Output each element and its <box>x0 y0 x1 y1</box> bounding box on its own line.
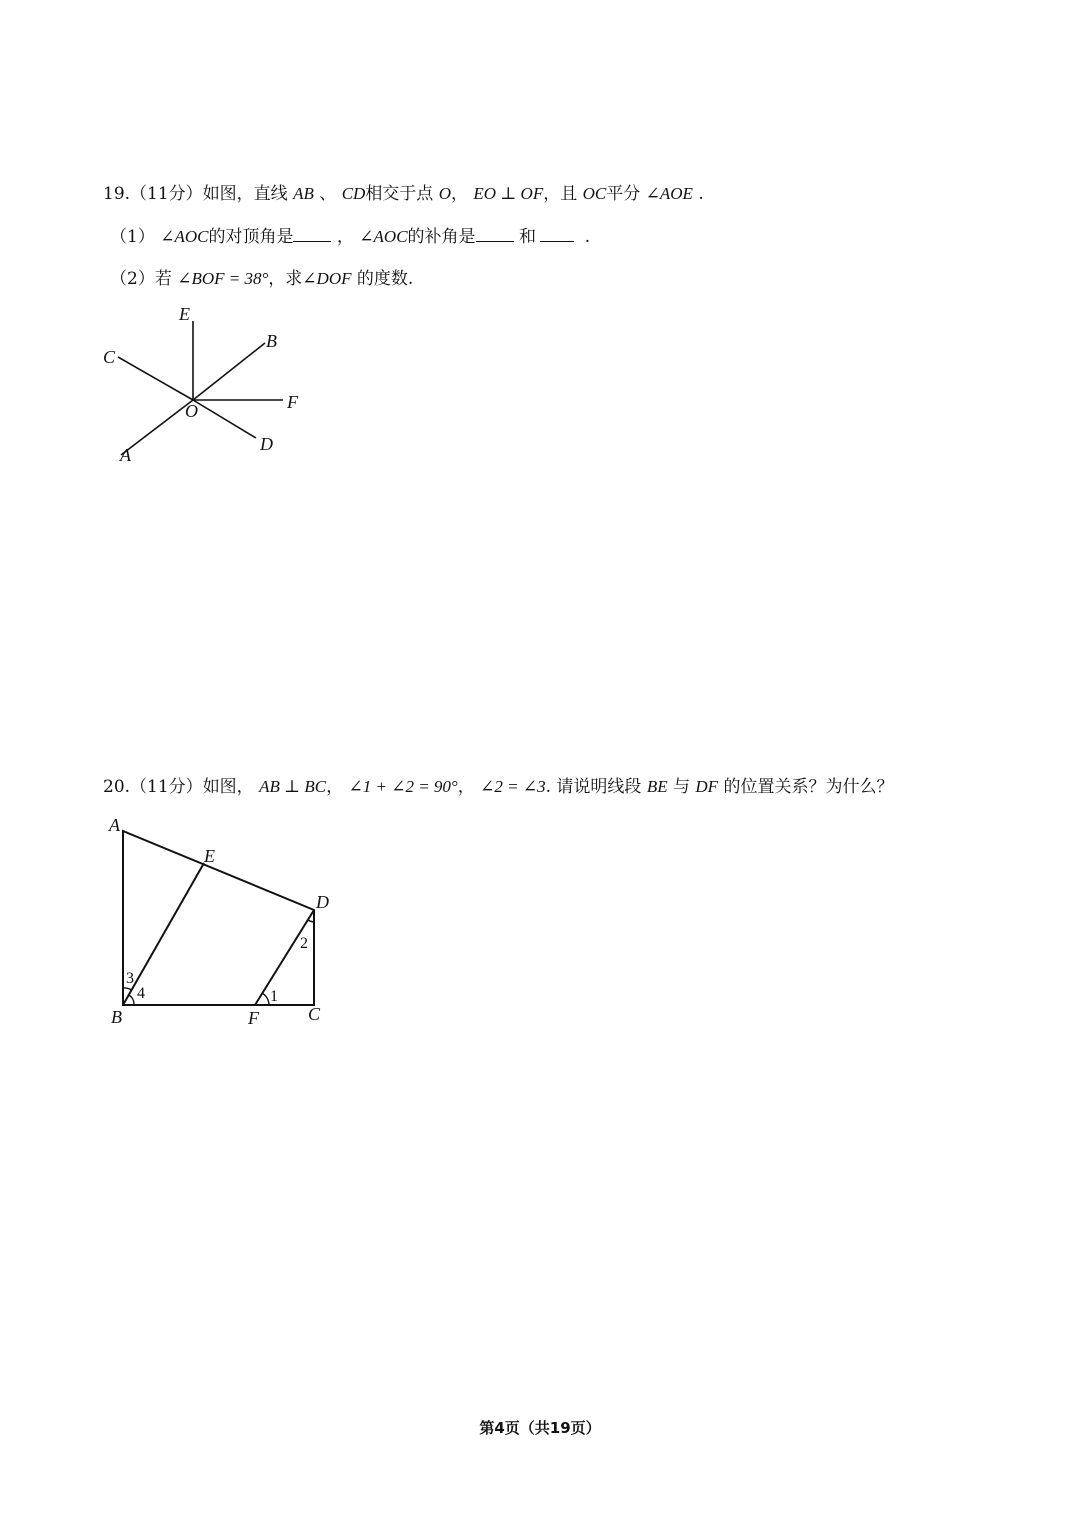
q19-part2-text-1: ，求 <box>268 269 303 289</box>
q19-part2-text-2: 的度数. <box>356 269 414 289</box>
arc-angle-3 <box>123 988 132 990</box>
ray-oc <box>118 357 193 400</box>
angle-label-3: 3 <box>126 970 134 987</box>
q19-cd: CD <box>341 184 366 203</box>
label-f: F <box>287 392 298 412</box>
q19-part1-text-2: 的补角是 <box>407 227 476 247</box>
ray-od <box>193 400 256 438</box>
ray-oa <box>121 400 193 455</box>
label-a: A <box>120 445 131 465</box>
label-a: A <box>109 815 120 835</box>
q19-part1 <box>110 226 590 248</box>
page-footer: 第4页（共19页） <box>479 1419 601 1437</box>
label-f: F <box>248 1008 259 1028</box>
q19-part2-ruo: 若 <box>154 269 172 289</box>
q19-score: （11分） <box>130 184 203 204</box>
q19-part1-angle: ∠AOC <box>160 227 209 246</box>
q19-text-4: 平分 <box>606 184 641 204</box>
angle-label-1: 1 <box>270 988 278 1005</box>
q19-ab: AB <box>293 184 314 203</box>
q19-text-3: ，且 <box>543 184 578 204</box>
q20-text-1: 如图， <box>202 777 254 797</box>
angle-label-4: 4 <box>137 985 145 1002</box>
label-b: B <box>111 1007 122 1027</box>
label-d: D <box>260 434 273 454</box>
q19-part2-given: ∠BOF = 38° <box>177 269 269 288</box>
q19-part1-label: （1） <box>110 227 155 247</box>
q19-part1-end: . <box>584 227 591 247</box>
q19-part2 <box>110 268 413 290</box>
q20-text-3: 的位置关系？为什么？ <box>723 777 894 797</box>
q19-part1-comma: ， <box>336 227 354 247</box>
q19-perp: EO ⊥ OF <box>473 184 544 203</box>
label-d: D <box>316 892 329 912</box>
quadrilateral-abcd <box>123 831 314 1005</box>
angle-label-2: 2 <box>300 935 308 952</box>
q19-sep: 、 <box>319 184 337 204</box>
q19-text-1: 如图，直线 <box>202 184 288 204</box>
q19-part1-angle-2: ∠AOC <box>359 227 408 246</box>
q19-text-2: 相交于点 <box>365 184 434 204</box>
q19-part2-angle: ∠DOF <box>302 269 352 288</box>
q20-perp: AB ⊥ BC <box>259 777 327 796</box>
q19-stem <box>103 183 704 205</box>
q20-cond-1: ∠1 + ∠2 = 90° <box>348 777 458 796</box>
label-c: C <box>308 1004 321 1024</box>
q20-number: 20. <box>103 777 131 797</box>
q19-o: O <box>438 184 451 203</box>
q19-angle-aoe: ∠AOE <box>645 184 693 203</box>
q20-yu: 与 <box>673 777 690 797</box>
label-e: E <box>179 304 190 324</box>
q19-part1-text-1: 的对顶角是 <box>208 227 294 247</box>
label-e: E <box>204 846 215 866</box>
q20-score: （11分） <box>130 777 203 797</box>
q20-df: DF <box>695 777 719 796</box>
q19-oc: OC <box>582 184 607 203</box>
q19-part2-label: （2） <box>110 269 155 289</box>
answer-blank-1[interactable] <box>293 227 331 242</box>
label-b: B <box>266 331 277 351</box>
arc-angle-1 <box>262 993 269 1005</box>
q19-comma: ， <box>451 184 468 204</box>
q19-number: 19. <box>103 184 131 204</box>
q20-be: BE <box>646 777 668 796</box>
q19-part1-he: 和 <box>518 227 536 247</box>
label-c: C <box>103 347 116 367</box>
q20-comma-1: ， <box>326 777 344 797</box>
ray-ob <box>193 343 265 400</box>
q19-end: . <box>698 184 704 204</box>
arc-angle-4 <box>129 995 134 1005</box>
q20-text-2: . 请说明线段 <box>545 777 642 797</box>
q20-cond-2: ∠2 = ∠3 <box>480 777 546 796</box>
q20-figure <box>100 812 350 1037</box>
label-o: O <box>185 401 198 421</box>
q20-stem <box>103 776 893 798</box>
q20-comma-2: ， <box>457 777 475 797</box>
answer-blank-2[interactable] <box>476 227 514 242</box>
answer-blank-3[interactable] <box>540 227 574 242</box>
q19-figure <box>90 295 320 475</box>
segment-be <box>123 863 204 1005</box>
segment-fd <box>255 910 314 1005</box>
